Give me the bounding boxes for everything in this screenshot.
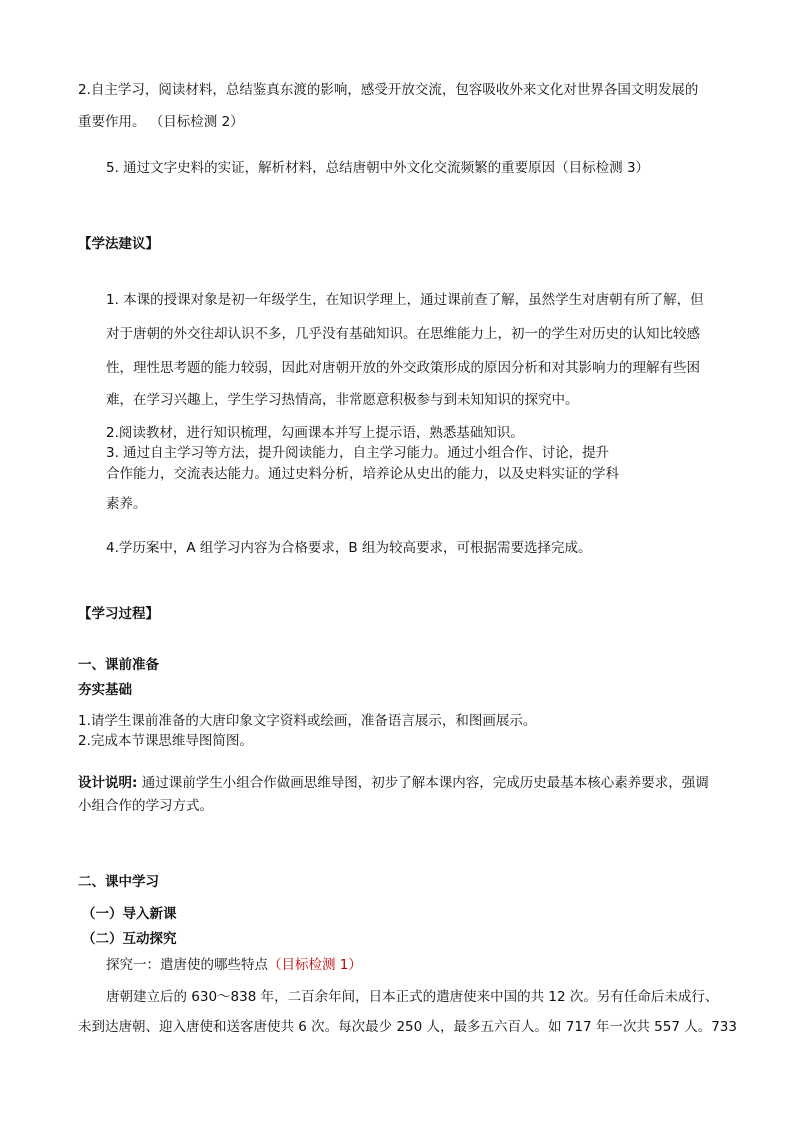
goal-2-line-2: 重要作用。 （目标检测 2） [78, 114, 244, 130]
section-1-subtitle: 夯实基础 [78, 682, 132, 698]
method-p3-line-2: 合作能力，交流表达能力。通过史料分析，培养论从史出的能力，以及史料实证的学科 [106, 466, 619, 482]
explore-1-label: 探究一：遣唐使的哪些特点 [106, 957, 268, 973]
method-heading: 【学法建议】 [78, 236, 159, 252]
method-p1-line-4: 难，在学习兴趣上，学生学习热情高，非常愿意积极参与到未知知识的探究中。 [106, 392, 579, 408]
explore-1-title [106, 955, 362, 975]
prep-item-2: 2.完成本节课思维导图简图。 [78, 733, 253, 749]
method-p1-line-1: 1. 本课的授课对象是初一年级学生，在知识学理上，通过课前查了解，虽然学生对唐朝有所了解，但 [106, 292, 704, 308]
method-p1-line-2: 对于唐朝的外交往却认识不多，几乎没有基础知识。在思维能力上，初一的学生对历史的认知比较感 [106, 326, 700, 342]
goal-5: 5. 通过文字史料的实证，解析材料，总结唐朝中外文化交流频繁的重要原因（目标检测 3） [106, 160, 650, 176]
process-heading: 【学习过程】 [78, 606, 159, 622]
method-p1-line-3: 性，理性思考题的能力较弱，因此对唐朝开放的外交政策形成的原因分析和对其影响力的理解有些困 [106, 360, 700, 376]
design-note-label: 设计说明: [78, 775, 138, 791]
design-note-text: 通过课前学生小组合作做画思维导图，初步了解本课内容，完成历史最基本核心素养要求，强调 [137, 775, 709, 791]
explore-1-target: （目标检测 1） [268, 957, 362, 973]
design-note-line-2: 小组合作的学习方式。 [78, 798, 213, 814]
history-paragraph-line-2: 未到达唐朝、迎入唐使和送客唐使共 6 次。每次最少 250 人，最多五六百人。如 717 年一次共 557 人。733 [78, 1019, 737, 1035]
method-p4: 4.学历案中，A 组学习内容为合格要求，B 组为较高要求，可根据需要选择完成。 [106, 540, 592, 556]
method-p2: 2.阅读教材，进行知识梳理，勾画课本并写上提示语，熟悉基础知识。 [106, 425, 524, 441]
design-note-line-1 [78, 773, 709, 793]
method-p3-line-3: 素养。 [106, 496, 147, 512]
section-2-title: 二、课中学习 [78, 874, 159, 890]
history-paragraph-line-1: 唐朝建立后的 630～838 年，二百余年间，日本正式的遣唐使来中国的共 12 次。另有任命后未成行、 [106, 989, 719, 1005]
prep-item-1: 1.请学生课前准备的大唐印象文字资料或绘画，准备语言展示，和图画展示。 [78, 713, 537, 729]
step-explore: （二）互动探究 [82, 931, 177, 947]
step-import: （一）导入新课 [82, 906, 177, 922]
section-1-title: 一、课前准备 [78, 657, 159, 673]
method-p3-line-1: 3. 通过自主学习等方法，提升阅读能力，自主学习能力。通过小组合作、讨论，提升 [106, 445, 610, 461]
goal-2-line-1: 2.自主学习，阅读材料，总结鉴真东渡的影响，感受开放交流，包容吸收外来文化对世界各国文明发展的 [78, 82, 699, 98]
